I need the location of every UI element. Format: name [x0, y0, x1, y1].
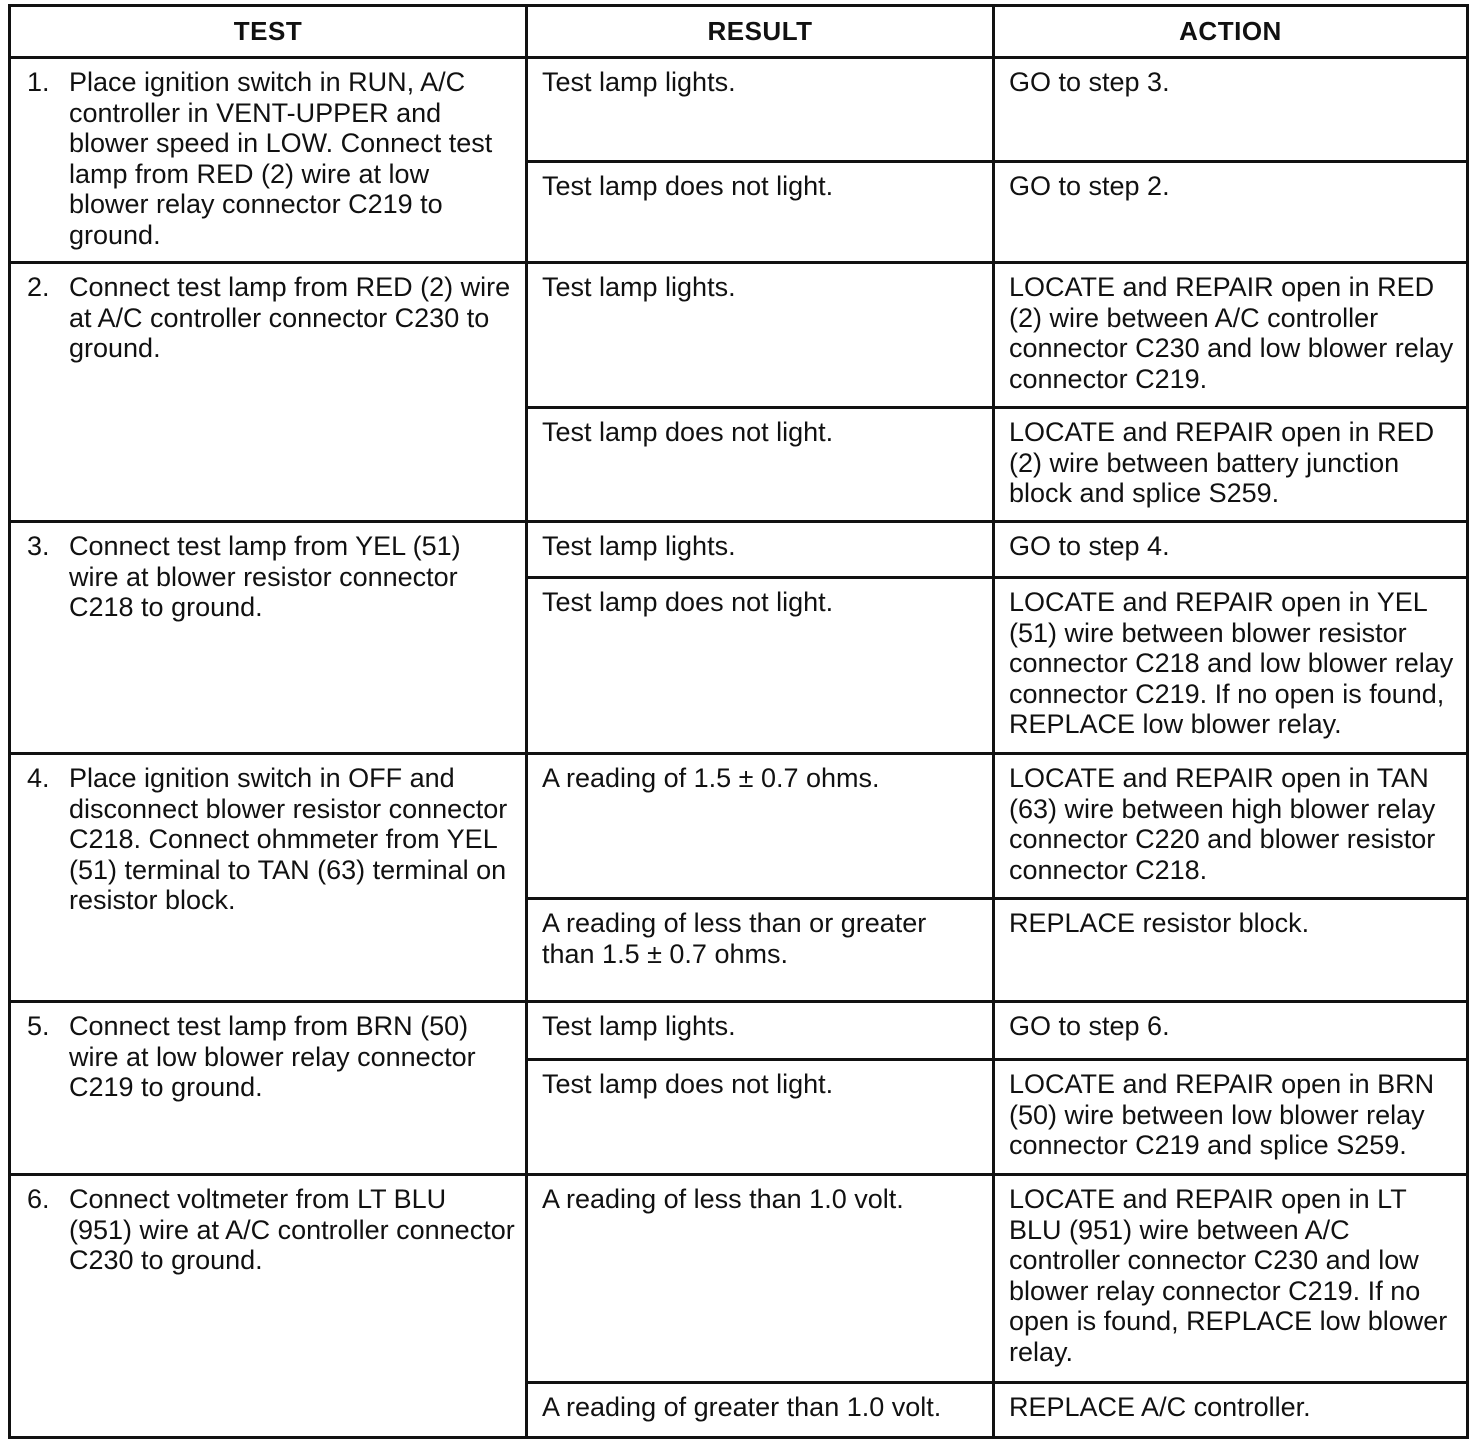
result-cell: A reading of 1.5 ± 0.7 ohms.: [527, 754, 994, 899]
test-cell: [10, 1175, 527, 1438]
result-cell: Test lamp lights.: [527, 522, 994, 578]
header-test: TEST: [10, 6, 527, 58]
action-cell: LOCATE and REPAIR open in YEL (51) wire between blower resistor connector C218 and low blower relay connector C219. If no open is found, REPLACE low blower relay.: [994, 578, 1468, 754]
test-cell: [10, 522, 527, 754]
table-row: [10, 58, 1468, 162]
step-number: 5.: [27, 1011, 50, 1041]
result-cell: A reading of less than or greater than 1.5 ± 0.7 ohms.: [527, 899, 994, 1002]
result-cell: Test lamp lights.: [527, 58, 994, 162]
result-cell: Test lamp does not light.: [527, 578, 994, 754]
result-cell: A reading of greater than 1.0 volt.: [527, 1383, 994, 1438]
table-row: [10, 263, 1468, 408]
action-cell: REPLACE A/C controller.: [994, 1383, 1468, 1438]
step-number: 4.: [27, 763, 50, 793]
action-cell: LOCATE and REPAIR open in RED (2) wire between battery junction block and splice S259.: [994, 408, 1468, 522]
action-cell: LOCATE and REPAIR open in RED (2) wire between A/C controller connector C230 and low blower relay connector C219.: [994, 263, 1468, 408]
test-text: Place ignition switch in RUN, A/C controller in VENT-UPPER and blower speed in LOW. Connect test lamp from RED (2) wire at low blower relay connector C219 to ground.: [69, 67, 493, 250]
result-cell: Test lamp lights.: [527, 263, 994, 408]
action-cell: GO to step 2.: [994, 162, 1468, 263]
test-text: Place ignition switch in OFF and disconnect blower resistor connector C218. Connect ohmmeter from YEL (51) terminal to TAN (63) terminal on resistor block.: [69, 763, 508, 915]
test-cell: [10, 58, 527, 263]
step-number: 6.: [27, 1184, 50, 1214]
diagnostic-table: [8, 4, 1469, 1439]
test-cell: [10, 1002, 527, 1175]
test-text: Connect test lamp from RED (2) wire at A/C controller connector C230 to ground.: [69, 272, 511, 363]
step-number: 3.: [27, 531, 50, 561]
table-row: [10, 522, 1468, 578]
table-row: [10, 1002, 1468, 1060]
action-cell: GO to step 4.: [994, 522, 1468, 578]
table-row: [10, 754, 1468, 899]
step-number: 1.: [27, 67, 50, 97]
result-cell: Test lamp does not light.: [527, 1060, 994, 1175]
result-cell: A reading of less than 1.0 volt.: [527, 1175, 994, 1383]
test-cell: [10, 754, 527, 1002]
action-cell: GO to step 6.: [994, 1002, 1468, 1060]
table-row: [10, 1175, 1468, 1383]
header-result: RESULT: [527, 6, 994, 58]
test-text: Connect test lamp from YEL (51) wire at blower resistor connector C218 to ground.: [69, 531, 461, 622]
result-cell: Test lamp lights.: [527, 1002, 994, 1060]
test-text: Connect voltmeter from LT BLU (951) wire at A/C controller connector C230 to ground.: [69, 1184, 515, 1275]
test-text: Connect test lamp from BRN (50) wire at low blower relay connector C219 to ground.: [69, 1011, 476, 1102]
header-row: [10, 6, 1468, 58]
action-cell: GO to step 3.: [994, 58, 1468, 162]
action-cell: REPLACE resistor block.: [994, 899, 1468, 1002]
test-cell: [10, 263, 527, 522]
header-action: ACTION: [994, 6, 1468, 58]
step-number: 2.: [27, 272, 50, 302]
action-cell: LOCATE and REPAIR open in BRN (50) wire between low blower relay connector C219 and splice S259.: [994, 1060, 1468, 1175]
action-cell: LOCATE and REPAIR open in TAN (63) wire between high blower relay connector C220 and blower resistor connector C218.: [994, 754, 1468, 899]
result-cell: Test lamp does not light.: [527, 162, 994, 263]
result-cell: Test lamp does not light.: [527, 408, 994, 522]
action-cell: LOCATE and REPAIR open in LT BLU (951) wire between A/C controller connector C230 and low blower relay connector C219. If no open is found, REPLACE low blower relay.: [994, 1175, 1468, 1383]
